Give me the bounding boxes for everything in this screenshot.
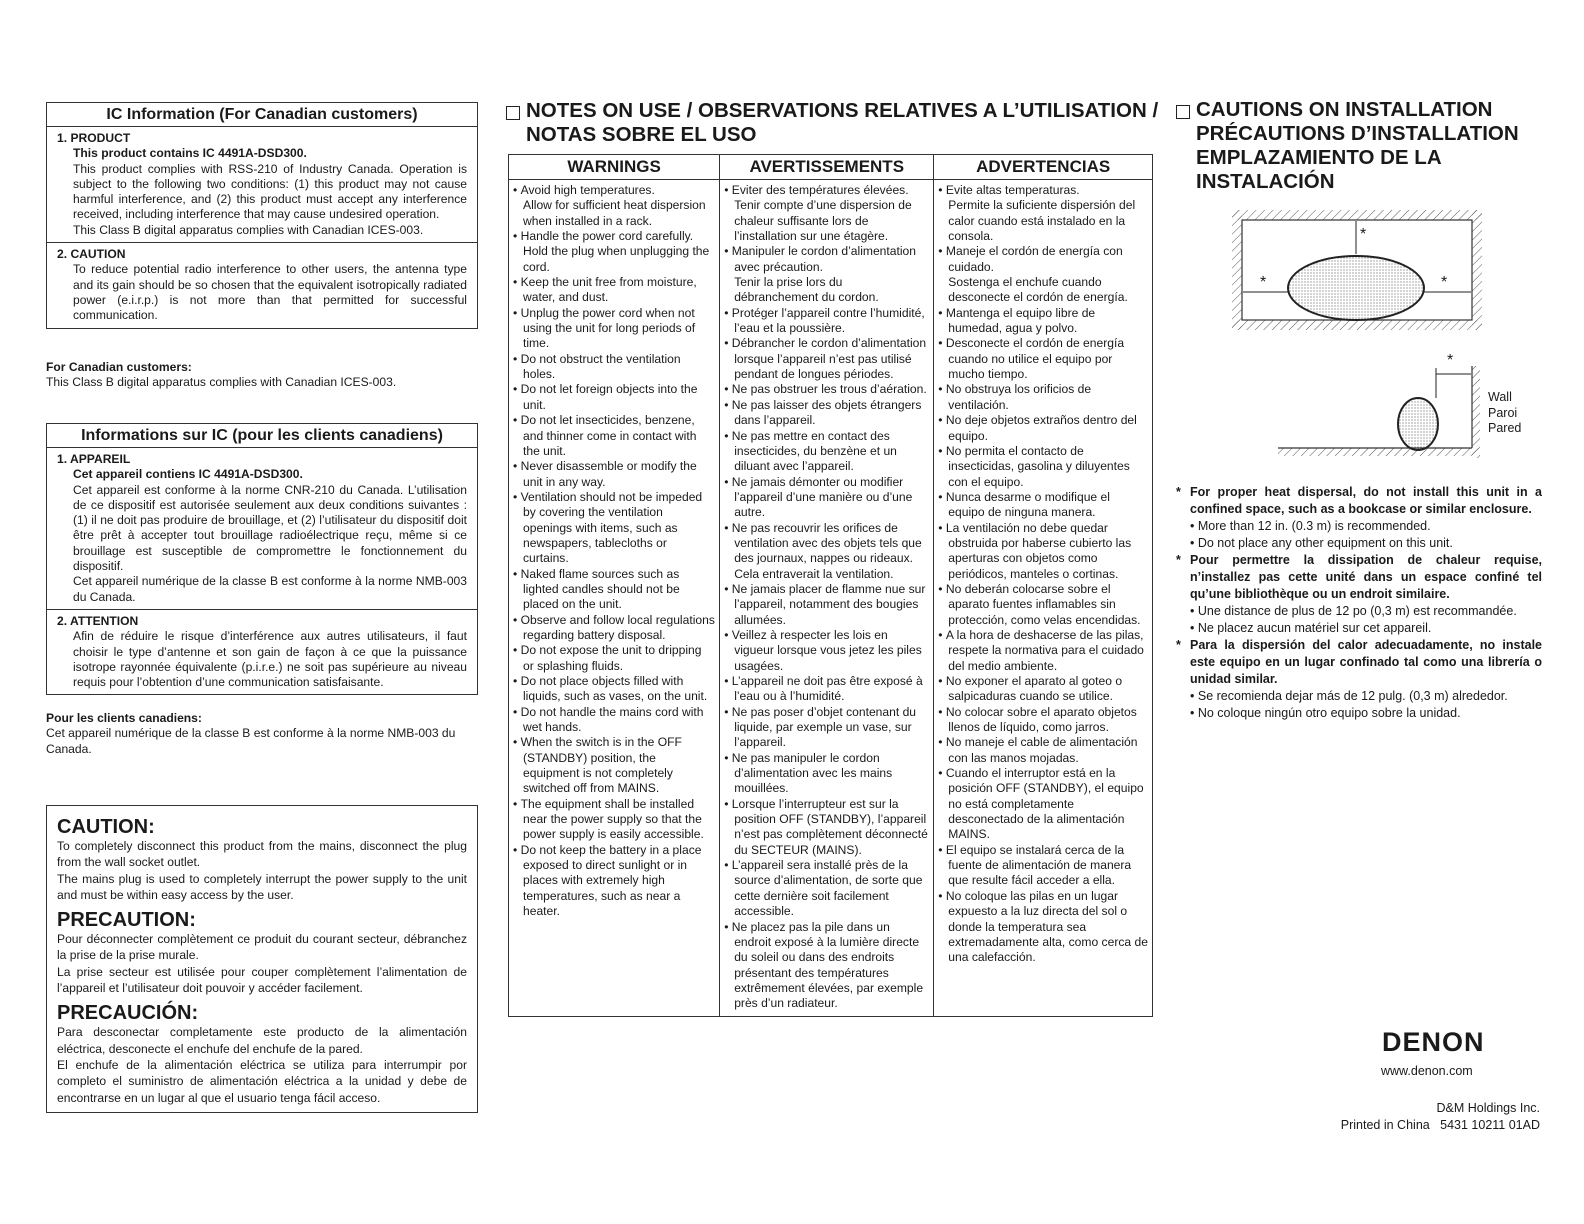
checkbox-icon bbox=[506, 106, 520, 120]
warnings-column bbox=[509, 180, 720, 1017]
advertencias-column bbox=[934, 180, 1153, 1017]
install-note-fr-item: • Une distance de plus de 12 po (0,3 m) est recommandée. bbox=[1176, 603, 1542, 620]
avertissement-item: • Ne pas obstruer les trous d’aération. bbox=[724, 382, 929, 397]
clearance-star-top: * bbox=[1360, 226, 1367, 243]
avertissement-item: • Ne placez pas la pile dans un endroit exposé à la lumière directe du soleil ou dans des endroits présentant des températures extrêmement élevées, par exemple près d’un radiateur. bbox=[724, 920, 929, 1012]
avertissement-item: • Ne pas mettre en contact des insecticides, du benzène et un diluant avec l’appareil. bbox=[724, 429, 929, 475]
section-title: 2. ATTENTION bbox=[57, 613, 139, 628]
warning-item: • When the switch is in the OFF (STANDBY) position, the equipment is not completely switched off from MAINS. bbox=[513, 735, 715, 796]
note-star: * bbox=[1176, 638, 1181, 652]
ic-french-attention-section bbox=[47, 609, 477, 694]
print-info: Printed in China 5431 10211 01AD bbox=[1340, 1118, 1540, 1132]
install-note-en bbox=[1176, 484, 1542, 518]
wall-label-fr: Paroi bbox=[1488, 405, 1518, 420]
canadian-customers-note bbox=[46, 360, 478, 391]
shelf-left-hatch bbox=[1232, 210, 1242, 330]
advertencia-item: • Cuando el interruptor está en la posición OFF (STANDBY), el equipo no está completamente desconectado de la alimentación MAINS. bbox=[938, 766, 1148, 843]
avertissement-item: • Manipuler le cordon d’alimentation avec précaution. Tenir la prise lors du débranchement du cordon. bbox=[724, 244, 929, 305]
precaucion-text: Para desconectar completamente este producto de la alimentación eléctrica, desconecte el enchufe del enchufe de la pared. El enchufe de la alimentación eléctrica se utiliza para interrumpir por completo el suministro de alimentación eléctrica a la unidad y debe de encontrarse en un lugar al que el usuario tenga fácil acceso. bbox=[57, 1025, 467, 1105]
advertencia-item: • Desconecte el cordón de energía cuando no utilice el equipo por mucho tiempo. bbox=[938, 336, 1148, 382]
warning-item: • Handle the power cord carefully. Hold the plug when unplugging the cord. bbox=[513, 229, 715, 275]
avertissement-item: • Ne jamais démonter ou modifier l’appareil d’une manière ou d’une autre. bbox=[724, 475, 929, 521]
section-text: Cet appareil est conforme à la norme CNR-210 du Canada. L’utilisation de ce dispositif est autorisée seulement aux deux conditions suivantes : (1) il ne doit pas produire de brouillage, et (2) l’utilisateur du dispositif doit être prêt à accepter tout brouillage radioélectrique reçu, même si ce brouillage est susceptible de compromettre le fonctionnement du dispositif. Cet appareil numérique de la classe B est conforme à la norme NMB-003 du Canada. bbox=[73, 482, 467, 604]
advertencia-item: • A la hora de deshacerse de las pilas, respete la normativa para el cuidado del medio ambiente. bbox=[938, 628, 1148, 674]
install-note-fr bbox=[1176, 552, 1542, 603]
denon-logo: DENON bbox=[1382, 1027, 1485, 1057]
notes-table bbox=[508, 154, 1153, 1017]
avertissement-item: • Ne pas recouvrir les orifices de ventilation avec des objets tels que des journaux, nappes ou rideaux. Cela entraverait la ventilation. bbox=[724, 521, 929, 582]
install-note-en-item: • More than 12 in. (0.3 m) is recommended. bbox=[1176, 518, 1542, 535]
wall-label-en: Wall bbox=[1488, 390, 1512, 404]
advertencia-item: • El equipo se instalará cerca de la fuente de alimentación de manera que resulte fácil acceder a ella. bbox=[938, 843, 1148, 889]
clients-canadiens-note bbox=[46, 711, 478, 757]
wall-clearance-star: * bbox=[1447, 352, 1454, 369]
floor-hatch bbox=[1278, 448, 1480, 456]
speaker-side-shape bbox=[1398, 398, 1438, 450]
avertissement-item: • Débrancher le cordon d’alimentation lorsque l’appareil n’est pas utilisé pendant de longues périodes. bbox=[724, 336, 929, 382]
speaker-unit-shape bbox=[1288, 256, 1424, 320]
warnings-list bbox=[513, 183, 715, 920]
avertissement-item: • Ne pas manipuler le cordon d’alimentation avec les mains mouillées. bbox=[724, 751, 929, 797]
note-text: Pour permettre la dissipation de chaleur requise, n’installez pas cette unité dans un espace confiné tel qu’une bibliothèque ou un endroit similaire. bbox=[1190, 553, 1542, 601]
section-text: This product complies with RSS-210 of Industry Canada. Operation is subject to the following two conditions: (1) this product may not cause harmful interference, and (2) this product must accept any interference received, including interference that may cause undesired operation. This Class B digital apparatus complies with Canadian ICES-003. bbox=[73, 161, 467, 237]
install-note-es bbox=[1176, 637, 1542, 688]
note-text: Para la dispersión del calor adecuadamente, no instale este equipo en un lugar confinado tal como una librería o unidad similar. bbox=[1190, 638, 1542, 686]
ic-english-box bbox=[46, 102, 478, 329]
note-title: For Canadian customers: bbox=[46, 360, 192, 374]
avertissement-item: • Ne jamais placer de flamme nue sur l’appareil, notamment des bougies allumées. bbox=[724, 582, 929, 628]
warning-item: • Do not handle the mains cord with wet hands. bbox=[513, 705, 715, 736]
note-text: This Class B digital apparatus complies with Canadian ICES-003. bbox=[46, 375, 397, 390]
warning-item: • Observe and follow local regulations regarding battery disposal. bbox=[513, 613, 715, 644]
avertissement-item: • Eviter des températures élevées. Tenir compte d’une dispersion de chaleur suffisante lors de l’installation sur une étagère. bbox=[724, 183, 929, 244]
col-advertencias-header: ADVERTENCIAS bbox=[934, 155, 1153, 180]
avertissement-item: • L’appareil sera installé près de la source d’alimentation, de sorte que cette dernière soit facilement accessible. bbox=[724, 858, 929, 919]
section-subtitle: Cet appareil contiens IC 4491A-DSD300. bbox=[73, 467, 303, 482]
shelf-bottom-hatch bbox=[1232, 320, 1482, 330]
shelf-right-hatch bbox=[1472, 210, 1482, 330]
install-heading bbox=[1176, 98, 1556, 194]
checkbox-icon bbox=[1176, 105, 1190, 119]
avertissement-item: • Protéger l’appareil contre l’humidité, l’eau et la poussière. bbox=[724, 306, 929, 337]
advertencias-list bbox=[938, 183, 1148, 966]
warning-item: • Do not obstruct the ventilation holes. bbox=[513, 352, 715, 383]
install-note-en-item: • Do not place any other equipment on this unit. bbox=[1176, 535, 1542, 552]
note-title: Pour les clients canadiens: bbox=[46, 711, 202, 725]
install-title: CAUTIONS ON INSTALLATION PRÉCAUTIONS D’INSTALLATION EMPLAZAMIENTO DE LA INSTALACIÓN bbox=[1196, 98, 1519, 193]
warning-item: • Do not keep the battery in a place exposed to direct sunlight or in places with extremely high temperatures, such as near a heater. bbox=[513, 843, 715, 920]
advertencia-item: • No coloque las pilas en un lugar expuesto a la luz directa del sol o donde la temperatura sea extremadamente alta, como cerca de una calefacción. bbox=[938, 889, 1148, 966]
website-url[interactable]: www.denon.com bbox=[1381, 1064, 1473, 1078]
col-warnings-header: WARNINGS bbox=[509, 155, 720, 180]
section-title: 2. CAUTION bbox=[57, 247, 126, 262]
install-note-es-item: • No coloque ningún otro equipo sobre la unidad. bbox=[1176, 705, 1542, 722]
avertissement-item: • L’appareil ne doit pas être exposé à l’eau ou à l’humidité. bbox=[724, 674, 929, 705]
advertencia-item: • Maneje el cordón de energía con cuidado. Sostenga el enchufe cuando desconecte el cordón de energía. bbox=[938, 244, 1148, 305]
wall-label-es: Pared bbox=[1488, 421, 1522, 435]
clearance-star-right: * bbox=[1441, 274, 1448, 291]
advertencia-item: • No maneje el cable de alimentación con las manos mojadas. bbox=[938, 735, 1148, 766]
caution-box bbox=[46, 805, 478, 1113]
company-name: D&M Holdings Inc. bbox=[1436, 1101, 1540, 1115]
precaution-title: PRECAUTION: bbox=[57, 909, 196, 932]
warning-item: • Do not let foreign objects into the unit. bbox=[513, 382, 715, 413]
avertissement-item: • Ne pas poser d’objet contenant du liquide, par exemple un vase, sur l’appareil. bbox=[724, 705, 929, 751]
precaution-text: Pour déconnecter complètement ce produit du courant secteur, débranchez la prise de la prise murale. La prise secteur est utilisée pour couper complètement l’alimentation de l’appareil et l’utilisateur doit pouvoir y accéder facilement. bbox=[57, 932, 467, 996]
advertencia-item: • Mantenga el equipo libre de humedad, agua y polvo. bbox=[938, 306, 1148, 337]
advertencia-item: • No permita el contacto de insecticidas, gasolina y diluyentes con el equipo. bbox=[938, 444, 1148, 490]
advertencia-item: • No exponer el aparato al goteo o salpicaduras cuando se utilice. bbox=[938, 674, 1148, 705]
ic-english-product-section bbox=[47, 127, 477, 242]
advertencia-item: • La ventilación no debe quedar obstruida por haberse cubierto las aperturas con objetos como periódicos, manteles o cortinas. bbox=[938, 521, 1148, 582]
warning-item: • Ventilation should not be impeded by covering the ventilation openings with items, such as newspapers, tablecloths or curtains. bbox=[513, 490, 715, 567]
section-title: 1. APPAREIL bbox=[57, 452, 131, 466]
warning-item: • The equipment shall be installed near the power supply so that the power supply is easily accessible. bbox=[513, 797, 715, 843]
warning-item: • Unplug the power cord when not using the unit for long periods of time. bbox=[513, 306, 715, 352]
ic-french-appareil-section bbox=[47, 448, 477, 609]
ic-french-box bbox=[46, 423, 478, 695]
warning-item: • Never disassemble or modify the unit in any way. bbox=[513, 459, 715, 490]
advertencia-item: • No deberán colocarse sobre el aparato fuentes inflamables sin protección, como velas encendidas. bbox=[938, 582, 1148, 628]
section-title: 1. PRODUCT bbox=[57, 131, 131, 145]
warning-item: • Do not expose the unit to dripping or splashing fluids. bbox=[513, 643, 715, 674]
section-text: To reduce potential radio interference to other users, the antenna type and its gain should be so chosen that the equivalent isotropically radiated power (e.i.r.p.) is not more than that permitted for successful communication. bbox=[73, 262, 467, 323]
install-note-fr-item: • Ne placez aucun matériel sur cet appareil. bbox=[1176, 620, 1542, 637]
wall-labels bbox=[1488, 390, 1521, 437]
clearance-star-left: * bbox=[1260, 274, 1267, 291]
warning-item: • Do not let insecticides, benzene, and thinner come in contact with the unit. bbox=[513, 413, 715, 459]
warning-item: • Naked flame sources such as lighted candles should not be placed on the unit. bbox=[513, 567, 715, 613]
notes-heading bbox=[506, 99, 1166, 147]
warning-item: • Keep the unit free from moisture, water, and dust. bbox=[513, 275, 715, 306]
note-star: * bbox=[1176, 553, 1181, 567]
col-avertissements-header: AVERTISSEMENTS bbox=[720, 155, 934, 180]
advertencia-item: • No obstruya los orificios de ventilación. bbox=[938, 382, 1148, 413]
ic-french-title: Informations sur IC (pour les clients canadiens) bbox=[47, 424, 477, 448]
avertissements-list bbox=[724, 183, 929, 1012]
caution-text: To completely disconnect this product from the mains, disconnect the plug from the wall socket outlet. The mains plug is used to completely interrupt the power supply to the unit and must be within easy access by the user. bbox=[57, 839, 467, 902]
section-text: Afin de réduire le risque d’interférence aux autres utilisateurs, il faut choisir le type d’antenne et son gain de façon à ce que la puissance isotrope rayonnée équivalente (p.i.r.e.) ne soit pas supérieure au niveau requis pour l’obtention d’une communication satisfaisante. bbox=[73, 629, 467, 690]
advertencia-item: • No colocar sobre el aparato objetos llenos de líquido, como jarros. bbox=[938, 705, 1148, 736]
warning-item: • Avoid high temperatures. Allow for sufficient heat dispersion when installed in a rack. bbox=[513, 183, 715, 229]
ic-english-caution-section bbox=[47, 242, 477, 327]
note-text: For proper heat dispersal, do not install this unit in a confined space, such as a bookcase or similar enclosure. bbox=[1190, 485, 1542, 516]
avertissement-item: • Ne pas laisser des objets étrangers dans l’appareil. bbox=[724, 398, 929, 429]
advertencia-item: • No deje objetos extraños dentro del equipo. bbox=[938, 413, 1148, 444]
precaucion-title: PRECAUCIÓN: bbox=[57, 1002, 199, 1025]
avertissements-column bbox=[720, 180, 934, 1017]
avertissement-item: • Lorsque l’interrupteur est sur la position OFF (STANDBY), l’appareil n’est pas complètement déconnecté du SECTEUR (MAINS). bbox=[724, 797, 929, 858]
section-subtitle: This product contains IC 4491A-DSD300. bbox=[73, 146, 307, 161]
install-note-es-item: • Se recomienda dejar más de 12 pulg. (0,3 m) alrededor. bbox=[1176, 688, 1542, 705]
caution-title: CAUTION: bbox=[57, 816, 155, 838]
avertissement-item: • Veillez à respecter les lois en vigueur lorsque vous jetez les piles usagées. bbox=[724, 628, 929, 674]
warning-item: • Do not place objects filled with liquids, such as vases, on the unit. bbox=[513, 674, 715, 705]
shelf-top-hatch bbox=[1232, 210, 1482, 220]
note-text: Cet appareil numérique de la classe B est conforme à la norme NMB-003 du Canada. bbox=[46, 726, 456, 756]
advertencia-item: • Nunca desarme o modifique el equipo de ninguna manera. bbox=[938, 490, 1148, 521]
ic-english-title: IC Information (For Canadian customers) bbox=[47, 103, 477, 127]
advertencia-item: • Evite altas temperaturas. Permite la suficiente dispersión del calor cuando está instalado en la consola. bbox=[938, 183, 1148, 244]
note-star: * bbox=[1176, 485, 1181, 499]
wall-diagram bbox=[1276, 362, 1486, 468]
enclosure-diagram bbox=[1226, 206, 1488, 336]
wall-hatch bbox=[1472, 366, 1480, 458]
install-notes bbox=[1176, 484, 1542, 722]
notes-title: NOTES ON USE / OBSERVATIONS RELATIVES A L’UTILISATION / NOTAS SOBRE EL USO bbox=[526, 99, 1159, 146]
